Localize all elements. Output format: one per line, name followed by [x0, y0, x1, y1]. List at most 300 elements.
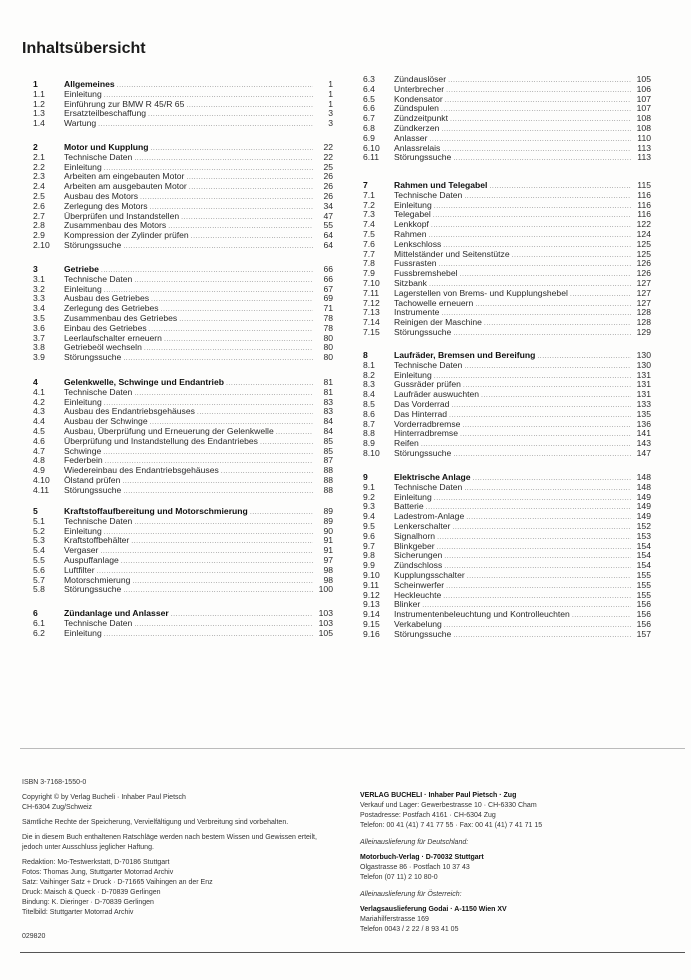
dot-leader [104, 630, 313, 640]
page-number: 22 [323, 151, 333, 162]
isbn: ISBN 3-7168-1550-0 [22, 779, 87, 786]
page-number: 69 [323, 293, 333, 304]
entry-number: 5.6 [33, 564, 45, 575]
entry-number: 7.14 [363, 317, 380, 328]
entry-title: Störungssuche [394, 326, 452, 337]
dot-leader [443, 592, 631, 602]
dot-leader [121, 557, 313, 567]
page-number: 90 [323, 525, 333, 536]
entry-number: 3.9 [33, 352, 45, 363]
page-number: 147 [636, 447, 651, 458]
entry-number: 3 [33, 264, 38, 274]
entry-number: 2.7 [33, 210, 45, 221]
dot-leader [450, 115, 631, 125]
dot-leader [448, 76, 631, 86]
page-number: 100 [318, 584, 333, 595]
entry-number: 4.10 [33, 474, 50, 485]
entry-number: 2.2 [33, 161, 45, 172]
page-number: 135 [636, 408, 651, 419]
entry-title: Störungssuche [394, 447, 452, 458]
dot-leader [434, 494, 631, 504]
page-number: 97 [323, 554, 333, 565]
dot-leader [140, 193, 313, 203]
page-number: 156 [636, 599, 651, 610]
dot-leader [441, 125, 631, 135]
entry-number: 7.15 [363, 326, 380, 337]
entry-number: 2.1 [33, 151, 45, 162]
entry-title: Ausbau des Getriebes [64, 293, 150, 304]
entry-number: 2.6 [33, 200, 45, 211]
entry-number: 2.10 [33, 239, 50, 250]
entry-title: Verkabelung [394, 618, 442, 629]
entry-number: 9.11 [363, 579, 380, 590]
entry-title: Einleitung [64, 88, 102, 99]
page-number: 81 [323, 386, 333, 397]
entry-number: 9.16 [363, 628, 380, 639]
entry-number: 4.4 [33, 416, 45, 427]
entry-number: 5.4 [33, 545, 45, 556]
austria-line: Mariahilferstrasse 169 [360, 916, 429, 923]
page-number: 64 [323, 239, 333, 250]
dot-leader [453, 631, 631, 641]
entry-title: Technische Daten [64, 386, 133, 397]
publisher-line: Verkauf und Lager: Gewerbestrasse 10 · CH-6330 Cham [360, 802, 537, 809]
entry-number: 2.5 [33, 190, 45, 201]
page-number: 149 [636, 491, 651, 502]
entry-title: Störungssuche [64, 352, 122, 363]
toc-section [363, 75, 651, 163]
entry-number: 4.5 [33, 425, 45, 436]
dot-leader [276, 428, 313, 438]
toc-section [33, 80, 333, 129]
entry-title: Lenkschloss [394, 238, 442, 249]
entry-title: Sicherungen [394, 550, 443, 561]
germany-line: Telefon (07 11) 2 10 80-0 [360, 874, 438, 881]
dot-leader [473, 474, 631, 484]
entry-number: 6.1 [33, 617, 45, 628]
entry-number: 8.4 [363, 389, 375, 400]
page-number: 78 [323, 312, 333, 323]
page-number: 108 [636, 122, 651, 133]
page-number: 154 [636, 560, 651, 571]
page-number: 125 [636, 238, 651, 249]
page-number: 155 [636, 589, 651, 600]
page-number: 25 [323, 161, 333, 172]
entry-number: 4 [33, 377, 38, 387]
entry-title: Gelenkwelle, Schwinge und Endantrieb [64, 377, 224, 387]
entry-number: 5.7 [33, 574, 45, 585]
credit-line: Druck: Maisch & Queck · D-70839 Gerlingen [22, 889, 161, 896]
dot-leader [429, 135, 631, 145]
entry-title: Motorschmierung [64, 574, 131, 585]
germany-line: Olgastrasse 86 · Postfach 10 37 43 [360, 864, 470, 871]
rights-note: Sämtliche Rechte der Speicherung, Vervielfältigung und Verbreitung sind vorbehalten. [22, 819, 289, 826]
page-number: 47 [323, 210, 333, 221]
entry-number: 6.3 [363, 74, 375, 84]
entry-number: 3.4 [33, 303, 45, 314]
dot-leader [117, 81, 313, 91]
page-number: 71 [323, 303, 333, 314]
page-number: 128 [636, 307, 651, 318]
page-number: 26 [323, 181, 333, 192]
page-number: 141 [636, 428, 651, 439]
toc-section [33, 265, 333, 363]
page-number: 80 [323, 352, 333, 363]
entry-title: Zerlegung des Getriebes [64, 303, 159, 314]
page-number: 143 [636, 438, 651, 449]
entry-number: 9.7 [363, 540, 375, 551]
page-number: 131 [636, 389, 651, 400]
page-number: 64 [323, 230, 333, 241]
entry-title: Einleitung [394, 199, 432, 210]
entry-number: 9 [363, 472, 368, 482]
dot-leader [460, 430, 631, 440]
page-number: 122 [636, 219, 651, 230]
entry-title: Allgemeines [64, 79, 115, 89]
entry-title: Wartung [64, 118, 97, 129]
entry-title: Anlassrelais [394, 142, 441, 153]
entry-title: Elektrische Anlage [394, 472, 471, 482]
page-number: 105 [318, 627, 333, 638]
toc-entry-row [363, 630, 651, 640]
entry-number: 4.3 [33, 406, 45, 417]
entry-title: Zündschloss [394, 560, 443, 571]
entry-title: Einleitung [394, 491, 432, 502]
entry-number: 4.2 [33, 396, 45, 407]
entry-title: Einführung zur BMW R 45/R 65 [64, 98, 185, 109]
entry-number: 4.7 [33, 445, 45, 456]
entry-title: Getriebe [64, 264, 99, 274]
entry-title: Ersatzteilbeschaffung [64, 108, 147, 119]
entry-title: Instrumentenbeleuchtung und Kontrolleuchten [394, 609, 570, 620]
page-number: 84 [323, 425, 333, 436]
entry-title: Rahmen [394, 228, 427, 239]
dot-leader [171, 610, 313, 620]
entry-title: Fussrasten [394, 258, 437, 269]
entry-number: 6.6 [363, 103, 375, 114]
entry-title: Kraftstoffaufbereitung und Motorschmierung [64, 506, 248, 516]
entry-title: Einbau des Getriebes [64, 322, 147, 333]
dot-leader [149, 325, 313, 335]
entry-title: Federbein [64, 455, 103, 466]
page-number: 26 [323, 171, 333, 182]
entry-title: Ausbau des Endantriebsgehäuses [64, 406, 195, 417]
dot-leader [179, 315, 313, 325]
entry-title: Laufräder auswuchten [394, 389, 480, 400]
toc-entry-row [363, 153, 651, 163]
dot-leader [226, 379, 313, 389]
entry-title: Lenkerschalter [394, 520, 451, 531]
dot-leader [489, 182, 631, 192]
page-number: 116 [637, 209, 651, 220]
page-number: 103 [318, 608, 333, 618]
entry-title: Störungssuche [394, 628, 452, 639]
page-number: 156 [636, 618, 651, 629]
entry-number: 6 [33, 608, 38, 618]
page-number: 124 [636, 228, 651, 239]
dot-leader [484, 319, 631, 329]
entry-number: 8.8 [363, 428, 375, 439]
entry-number: 4.1 [33, 386, 45, 397]
page-number: 83 [323, 396, 333, 407]
dot-leader [131, 537, 313, 547]
dot-leader [464, 484, 631, 494]
page-number: 106 [636, 83, 651, 94]
page-number: 1 [328, 79, 333, 89]
page-number: 113 [637, 142, 651, 153]
entry-title: Vergaser [64, 545, 99, 556]
entry-title: Zündzeitpunkt [394, 113, 448, 124]
page-number: 131 [636, 369, 651, 380]
page-number: 130 [636, 350, 651, 360]
page-number: 103 [318, 617, 333, 628]
page-number: 133 [636, 398, 651, 409]
page-number: 80 [323, 342, 333, 353]
entry-number: 7.6 [363, 238, 375, 249]
dot-leader [462, 421, 631, 431]
toc-entry-row [33, 629, 333, 639]
entry-title: Ausbau des Motors [64, 190, 139, 201]
dot-leader [181, 213, 313, 223]
entry-number: 4.8 [33, 455, 45, 466]
dot-leader [475, 300, 631, 310]
entry-number: 1.2 [33, 98, 45, 109]
entry-number: 3.7 [33, 332, 45, 343]
entry-title: Mittelständer und Seitenstütze [394, 248, 510, 259]
entry-title: Reinigen der Maschine [394, 317, 482, 328]
entry-number: 6.11 [363, 152, 380, 163]
disclaimer: jedoch unter Ausschluss jeglicher Haftung. [22, 844, 154, 851]
entry-title: Störungssuche [64, 484, 122, 495]
dot-leader [189, 183, 313, 193]
entry-title: Kompression der Zylinder prüfen [64, 230, 189, 241]
page-number: 126 [636, 258, 651, 269]
entry-title: Technische Daten [64, 151, 133, 162]
page-number: 136 [636, 418, 651, 429]
entry-title: Telegabel [394, 209, 431, 220]
page-number: 116 [637, 199, 651, 210]
entry-number: 9.12 [363, 589, 380, 600]
entry-title: Zusammenbau des Getriebes [64, 312, 178, 323]
entry-number: 7.4 [363, 219, 375, 230]
page-number: 34 [323, 200, 333, 211]
entry-title: Zündanlage und Anlasser [64, 608, 169, 618]
entry-number: 7.10 [363, 277, 380, 288]
page-number: 98 [323, 564, 333, 575]
entry-number: 5.5 [33, 554, 45, 565]
entry-number: 9.4 [363, 511, 375, 522]
entry-number: 5.2 [33, 525, 45, 536]
entry-number: 2.8 [33, 220, 45, 231]
entry-number: 7.12 [363, 297, 380, 308]
entry-number: 5.8 [33, 584, 45, 595]
entry-number: 9.8 [363, 550, 375, 561]
dot-leader [570, 290, 631, 300]
entry-number: 2.4 [33, 181, 45, 192]
dot-leader [186, 173, 313, 183]
credit-line: Bindung: K. Dieringer · D-70839 Gerlingen [22, 899, 154, 906]
entry-title: Tachowelle erneuern [394, 297, 474, 308]
dot-leader [464, 362, 631, 372]
page-number: 66 [323, 264, 333, 274]
entry-number: 8.9 [363, 438, 375, 449]
entry-number: 4.11 [33, 484, 50, 495]
entry-number: 8.1 [363, 359, 375, 370]
entry-number: 6.10 [363, 142, 380, 153]
page-number: 108 [636, 113, 651, 124]
page-number: 128 [636, 317, 651, 328]
page-number: 81 [323, 377, 333, 387]
entry-title: Arbeiten am eingebauten Motor [64, 171, 185, 182]
entry-number: 7.3 [363, 209, 375, 220]
entry-number: 9.6 [363, 530, 375, 541]
entry-number: 7.2 [363, 199, 375, 210]
page-number: 88 [323, 474, 333, 485]
page-number: 155 [636, 569, 651, 580]
page-number: 127 [636, 297, 651, 308]
entry-title: Einleitung [64, 283, 102, 294]
entry-number: 5.1 [33, 515, 45, 526]
dot-leader [453, 450, 631, 460]
entry-title: Luftfilter [64, 564, 95, 575]
entry-number: 9.9 [363, 560, 375, 571]
dot-leader [104, 528, 313, 538]
page-number: 89 [323, 506, 333, 516]
toc-entry-row [33, 486, 333, 496]
dot-leader [164, 335, 313, 345]
entry-title: Anlasser [394, 132, 428, 143]
page-number: 22 [323, 142, 333, 152]
dot-leader [134, 154, 313, 164]
entry-number: 3.2 [33, 283, 45, 294]
entry-number: 6.7 [363, 113, 375, 124]
entry-title: Fussbremshebel [394, 268, 458, 279]
page-number: 3 [328, 108, 333, 119]
dot-leader [260, 438, 313, 448]
page-number: 1 [328, 98, 333, 109]
toc-entry-row [363, 328, 651, 338]
page-number: 127 [636, 287, 651, 298]
entry-number: 1.3 [33, 108, 45, 119]
dot-leader [134, 620, 313, 630]
dot-leader [221, 467, 313, 477]
dot-leader [572, 611, 631, 621]
dot-leader [134, 518, 313, 528]
austria-distributor: Verlagsauslieferung Godai · A-1150 Wien XV [360, 906, 507, 913]
dot-leader [134, 389, 313, 399]
entry-number: 9.14 [363, 609, 380, 620]
dot-leader [434, 202, 631, 212]
dot-leader [467, 572, 631, 582]
page-number: 113 [637, 152, 651, 163]
toc-section [363, 351, 651, 459]
dot-leader [250, 508, 313, 518]
entry-number: 9.13 [363, 599, 380, 610]
entry-title: Das Vorderrad [394, 398, 450, 409]
entry-number: 3.8 [33, 342, 45, 353]
entry-number: 2.9 [33, 230, 45, 241]
page-number: 149 [636, 511, 651, 522]
dot-leader [122, 477, 313, 487]
page-number: 88 [323, 465, 333, 476]
entry-number: 7.1 [363, 189, 375, 200]
page-number: 125 [636, 248, 651, 259]
dot-leader [439, 260, 631, 270]
dot-leader [444, 562, 631, 572]
entry-number: 3.1 [33, 273, 45, 284]
dot-leader [512, 251, 631, 261]
disclaimer: Die in diesem Buch enthaltenen Ratschläge werden nach bestem Wissen und Gewissen erteilt, [22, 834, 317, 841]
page-number: 154 [636, 540, 651, 551]
entry-number: 8.2 [363, 369, 375, 380]
page-number: 130 [636, 359, 651, 370]
publisher-name: VERLAG BUCHELI · Inhaber Paul Pietsch · Zug [360, 792, 517, 799]
page-number: 148 [636, 472, 651, 482]
dot-leader [191, 232, 313, 242]
entry-number: 4.6 [33, 435, 45, 446]
page-number: 154 [636, 550, 651, 561]
dot-leader [453, 329, 631, 339]
germany-distributor: Motorbuch-Verlag · D-70032 Stuttgart [360, 854, 484, 861]
entry-title: Störungssuche [64, 584, 122, 595]
entry-title: Störungssuche [64, 239, 122, 250]
entry-number: 8.5 [363, 398, 375, 409]
entry-title: Blinker [394, 599, 421, 610]
imprint [22, 778, 352, 942]
page-number: 126 [636, 268, 651, 279]
entry-title: Scheinwerfer [394, 579, 445, 590]
entry-title: Ausbau, Überprüfung und Erneuerung der Gelenkwelle [64, 425, 274, 436]
entry-title: Laufräder, Bremsen und Bereifung [394, 350, 536, 360]
bottom-rule [20, 952, 685, 953]
entry-title: Leerlaufschalter erneuern [64, 332, 162, 343]
page-number: 85 [323, 435, 333, 446]
entry-number: 2 [33, 142, 38, 152]
entry-title: Auspuffanlage [64, 554, 119, 565]
entry-title: Kondensator [394, 93, 443, 104]
dot-leader [441, 105, 631, 115]
dot-leader [134, 276, 313, 286]
page-number: 26 [323, 190, 333, 201]
credit-line: Redaktion: Mo-Testwerkstatt, D-70186 Stuttgart [22, 859, 170, 866]
dot-leader [444, 621, 631, 631]
entry-title: Zerlegung des Motors [64, 200, 148, 211]
entry-number: 8.10 [363, 447, 380, 458]
entry-number: 7.11 [363, 287, 380, 298]
page-number: 156 [636, 609, 651, 620]
dot-leader [144, 344, 313, 354]
entry-title: Einleitung [64, 161, 102, 172]
entry-title: Ladestrom-Anlage [394, 511, 465, 522]
publisher-info [360, 791, 680, 935]
page-number: 83 [323, 406, 333, 417]
page-number: 110 [637, 132, 651, 143]
toc-section [33, 143, 333, 251]
entry-number: 9.3 [363, 501, 375, 512]
entry-number: 6.9 [363, 132, 375, 143]
austria-line: Telefon 0043 / 2 22 / 8 93 41 05 [360, 926, 459, 933]
page-number: 131 [636, 379, 651, 390]
page-number: 107 [636, 93, 651, 104]
entry-title: Hinterradbremse [394, 428, 458, 439]
entry-title: Einleitung [64, 396, 102, 407]
entry-title: Schwinge [64, 445, 102, 456]
dot-leader [150, 144, 313, 154]
dot-leader [123, 487, 313, 497]
dot-leader [449, 411, 631, 421]
dot-leader [123, 354, 313, 364]
copyright-line: Copyright © by Verlag Bucheli · Inhaber Paul Pietsch [22, 794, 186, 801]
